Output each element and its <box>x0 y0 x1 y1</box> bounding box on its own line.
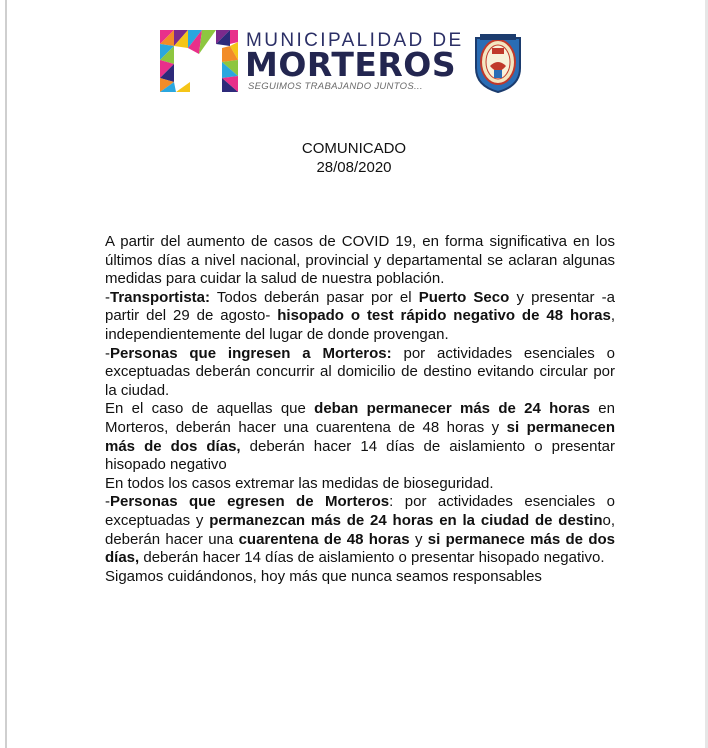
stay-paragraph <box>105 400 615 474</box>
communique-date: 28/08/2020 <box>316 159 392 176</box>
stay-24h-text: deban permanecer más de 24 horas <box>314 400 590 418</box>
outgoing-heading: Personas que egresen de Morteros <box>110 493 390 511</box>
puerto-seco-text: Puerto Seco <box>418 288 510 306</box>
communique-title <box>0 139 708 177</box>
brand-tagline: SEGUIMOS TRABAJANDO JUNTOS... <box>248 81 423 92</box>
text-span: o, deberán hacer una <box>105 511 615 548</box>
intro-paragraph: A partir del aumento de casos de COVID 19, en forma significativa en los últimos días a nivel nacional, provincial y departamental se aclaran algunas medidas para cuidar la salud de nuestra población. <box>105 233 615 288</box>
text-span: Todos deberán pasar por el <box>210 288 419 306</box>
dash: - <box>105 344 110 362</box>
outgoing-2days-text: si permanece más de dos días, <box>105 530 615 567</box>
dash: - <box>105 288 110 306</box>
dash: - <box>105 493 110 511</box>
municipality-logo-icon <box>160 30 238 92</box>
letterhead <box>160 28 530 96</box>
incoming-heading: Personas que ingresen a Morteros: <box>110 344 392 362</box>
text-span: y presentar -a partir del 29 de agosto- <box>105 288 615 325</box>
outgoing-paragraph <box>105 493 615 567</box>
outgoing-24h-text: permanezcan más de 24 horas en la ciudad de destin <box>209 511 603 529</box>
text-span: deberán hacer 14 días de aislamiento o presentar hisopado negativo <box>105 437 615 474</box>
biosecurity-paragraph: En todos los casos extremar las medidas de bioseguridad. <box>105 474 494 492</box>
text-span: por actividades esenciales o exceptuadas deberán concurrir al domicilio de destino evitando circular por la ciudad. <box>105 344 615 399</box>
communique-body <box>105 233 615 586</box>
brand-top-text: MUNICIPALIDAD DE <box>246 30 464 51</box>
quarantine-48h-text: cuarentena de 48 horas <box>238 530 410 548</box>
text-span: , independientemente del lugar de donde provengan. <box>105 307 615 343</box>
text-span: en Morteros, deberán hacer una cuarentena de 48 horas y <box>105 400 615 436</box>
page-left-edge <box>5 0 7 748</box>
transport-heading: Transportista: <box>110 288 211 306</box>
brand-main-text: MORTEROS <box>245 45 457 84</box>
stay-2days-text: si permanecen más de dos días, <box>105 418 615 455</box>
text-span: : por actividades esenciales o exceptuadas y <box>105 493 615 529</box>
incoming-paragraph <box>105 345 615 401</box>
coat-of-arms-icon <box>472 32 524 94</box>
text-span: deberán hacer 14 días de aislamiento o presentar hisopado negativo. <box>139 549 605 567</box>
transport-paragraph <box>105 289 615 345</box>
closing-paragraph: Sigamos cuidándonos, hoy más que nunca seamos responsables <box>105 567 542 585</box>
text-span: y <box>409 530 428 548</box>
test-requirement-text: hisopado o test rápido negativo de 48 horas <box>277 307 611 325</box>
communique-heading: COMUNICADO <box>301 140 407 157</box>
text-span: En el caso de aquellas que <box>105 400 315 418</box>
